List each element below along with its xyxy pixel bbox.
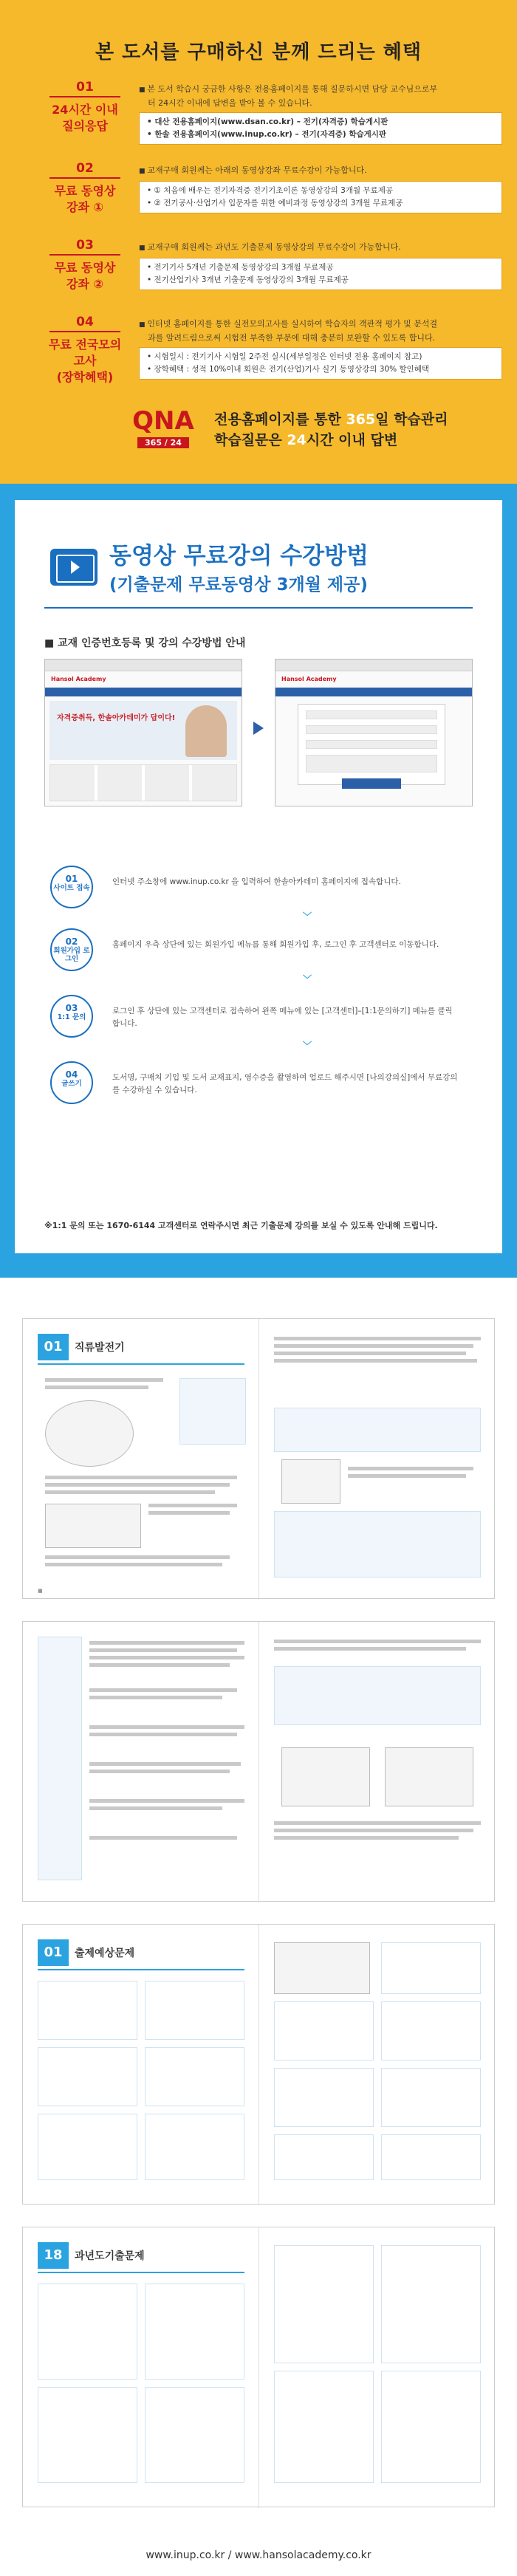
figure-image (45, 1400, 134, 1467)
benefit-label: 무료 전국모의고사 (48, 338, 122, 368)
chapter-number: 01 (38, 1939, 69, 1966)
benefit-box-line: • 전기산업기사 3개년 기출문제 동영상강의 3개월 무료제공 (147, 274, 494, 287)
step-text: 로그인 후 상단에 있는 고객센터로 접속하여 왼쪽 메뉴에 있는 [고객센터]–[1:1문의하기] 메뉴를 클릭합니다. (112, 1007, 453, 1028)
chevron-down-icon: ﹀ (303, 1041, 312, 1051)
step-text: 도서명, 구매처 기입 및 도서 교재표지, 영수증을 촬영하여 업로드 해주시면 [나의강의실]에서 무료강의를 수강하실 수 있습니다. (112, 1073, 458, 1095)
benefit-text: ■ 본 도서 학습시 궁금한 사항은 전용홈페이지를 통해 질문하시면 담당 교수님으로부 (139, 83, 502, 97)
benefit-box-line: • 장학혜택 : 성적 10%이내 회원은 전기(산업)기사 실기 동영상강의 30% 할인혜택 (147, 363, 494, 376)
benefits-title: 본 도서를 구매하신 분께 드리는 혜택 (95, 41, 422, 64)
step-label: 글쓰기 (61, 1080, 82, 1088)
figure-image (45, 1504, 141, 1548)
arrow-right-icon (253, 722, 264, 735)
benefit-box-line: • 시험일시 : 전기기사 시험일 2주전 실시(세부일정은 인터넷 전용 홈페이지 참고) (147, 351, 494, 363)
browser-screenshot-home (44, 659, 242, 806)
chapter-number: 01 (38, 1334, 69, 1360)
chapter-number: 18 (38, 2242, 69, 2269)
benefits-section (0, 0, 517, 484)
step-text: 인터넷 주소창에 www.inup.co.kr 을 입력하여 한솔아카데미 홈페이지에 접속합니다. (112, 877, 401, 886)
step-number: 03 (65, 1003, 78, 1013)
figure-image (281, 1459, 340, 1504)
qna-logo: QNA (132, 406, 194, 436)
browser-logo: Hansol Academy (51, 676, 106, 682)
step-label: 사이트 접속 (53, 884, 90, 892)
benefit-text: ■ 인터넷 홈페이지를 통한 실전모의고사를 실시하여 학습자의 객관적 평가 및 분석결 (139, 318, 502, 332)
step-label: 1:1 문의 (57, 1013, 86, 1021)
benefit-box-line: • ② 전기공사·산업기사 입문자를 위한 예비과정 동영상강의 3개월 무료제공 (147, 197, 494, 210)
browser-screenshot-inquiry (275, 659, 473, 806)
browser-logo: Hansol Academy (281, 676, 337, 682)
benefit-box-line: • 전기기사 5개년 기출문제 동영상강의 3개월 무료제공 (147, 261, 494, 274)
chapter-title: 과년도기출문제 (75, 2250, 145, 2262)
benefit-text: 과를 알려드림으로써 시험전 부족한 부분에 대해 충분히 보완할 수 있도록 합니다. (148, 333, 436, 343)
benefit-text: ■ 교재구매 회원께는 아래의 동영상강좌 무료수강이 가능합니다. (139, 164, 502, 178)
figure-image (385, 1747, 473, 1806)
chapter-title: 출제예상문제 (75, 1948, 135, 1959)
browser-hero-text: 자격증취득, 한솔아카데미가 답이다! (57, 714, 176, 722)
step-number: 02 (65, 936, 78, 947)
benefit-box-line: • 대산 전용홈페이지(www.dsan.co.kr) – 전기(자격증) 학습게시판 (147, 116, 494, 129)
step-number: 01 (65, 874, 78, 884)
step-2 (44, 928, 473, 986)
video-icon (50, 549, 97, 586)
benefit-box-line: • ① 처음에 배우는 전기자격증 전기기초이론 동영상강의 3개월 무료제공 (147, 185, 494, 197)
qna-sub: 365 / 24 (137, 437, 189, 448)
chevron-down-icon: ﹀ (303, 974, 312, 984)
step-number: 04 (65, 1069, 78, 1080)
qna-banner (123, 408, 462, 452)
step-3 (44, 995, 473, 1052)
footer-url: www.inup.co.kr / www.hansolacademy.co.kr (145, 2549, 372, 2561)
book-spread-2 (22, 1621, 495, 1902)
benefit-box (139, 112, 502, 145)
chapter-title: 직류발전기 (75, 1342, 125, 1354)
benefit-label: 무료 동영상 (54, 261, 116, 275)
book-spread-4 (22, 2227, 495, 2507)
benefit-label: 강좌 ① (66, 200, 104, 214)
step-label: 회원가입 로그인 (53, 947, 90, 963)
video-title: 동영상 무료강의 수강방법 (109, 543, 369, 569)
video-note: ※1:1 문의 또는 1670-6144 고객센터로 연락주시면 최근 기출문제 강의를 보실 수 있도록 안내해 드립니다. (44, 1221, 438, 1230)
benefit-label: 강좌 ② (66, 277, 104, 291)
benefit-label: 24시간 이내 (52, 103, 118, 117)
person-image (185, 705, 227, 757)
figure-image (281, 1747, 370, 1806)
benefit-box (139, 258, 502, 290)
benefit-number: 01 (76, 80, 94, 95)
benefit-label: (장학혜택) (56, 370, 114, 384)
benefit-box (139, 347, 502, 380)
qna-line-2: 학습질문은 24시간 이내 답변 (214, 432, 398, 448)
step-1 (44, 866, 473, 923)
benefit-box (139, 181, 502, 213)
benefit-box-line: • 한솔 전용홈페이지(www.inup.co.kr) – 전기(자격증) 학습게시판 (147, 129, 494, 141)
benefit-number: 02 (76, 161, 94, 176)
video-card (15, 500, 502, 1253)
benefit-number: 04 (76, 315, 94, 329)
benefit-label: 질의응답 (62, 119, 108, 133)
benefit-text: 터 24시간 이내에 답변을 받아 볼 수 있습니다. (148, 98, 312, 108)
chevron-down-icon: ﹀ (303, 911, 312, 922)
video-section-label: ■ 교재 인증번호등록 및 강의 수강방법 안내 (44, 635, 245, 650)
figure-image (274, 1942, 370, 1994)
benefit-number: 03 (76, 238, 94, 253)
qna-line-1: 전용홈페이지를 통한 365일 학습관리 (214, 411, 448, 428)
book-spread-1: 01 직류발전기 ■ (22, 1318, 495, 1599)
step-4 (44, 1061, 473, 1119)
video-section (0, 484, 517, 1278)
video-subtitle: (기출문제 무료동영상 3개월 제공) (109, 575, 368, 595)
book-spread-3 (22, 1924, 495, 2205)
step-text: 홈페이지 우측 상단에 있는 회원가입 메뉴를 통해 회원가입 후, 로그인 후 고객센터로 이동합니다. (112, 940, 439, 949)
inquiry-form (298, 704, 445, 785)
benefit-label: 무료 동영상 (54, 184, 116, 198)
benefit-text: ■ 교재구매 회원께는 과년도 기출문제 동영상강의 무료수강이 가능합니다. (139, 241, 502, 255)
